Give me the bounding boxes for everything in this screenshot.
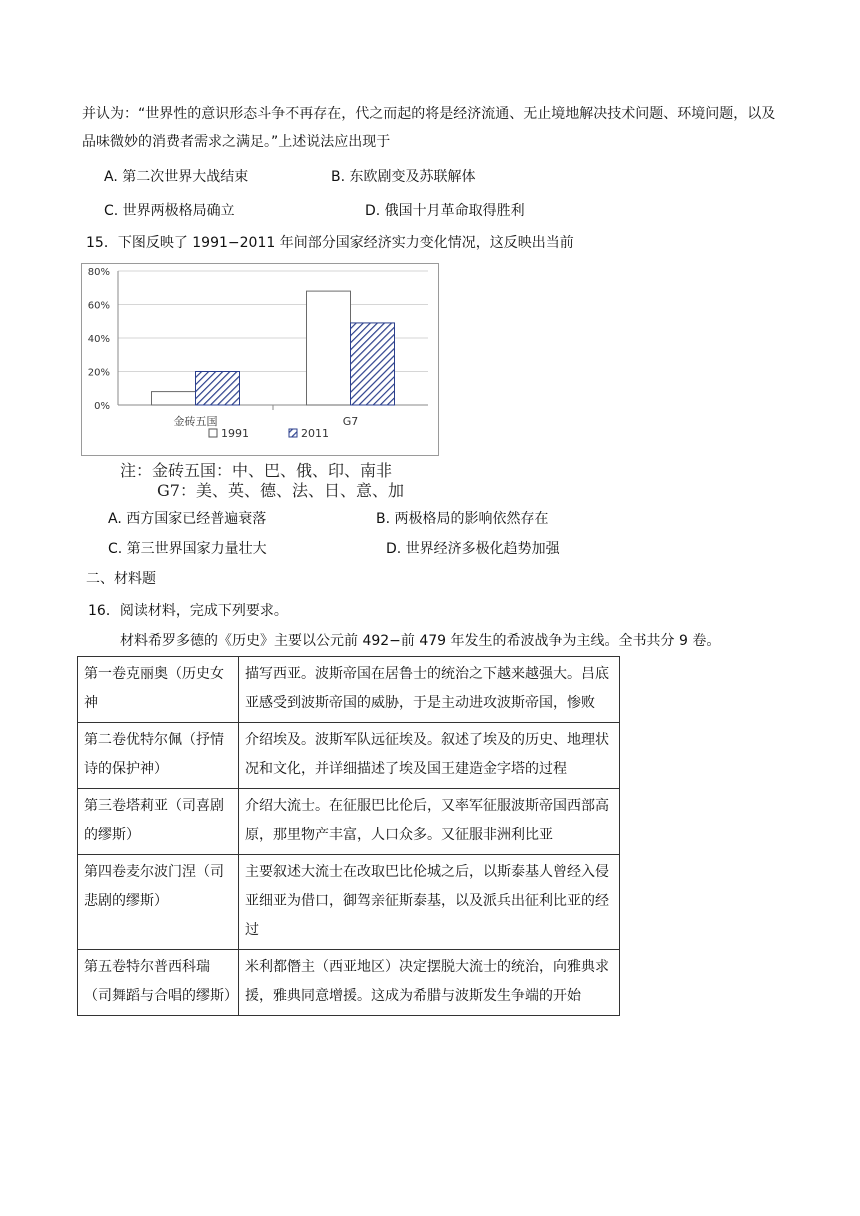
- q14-option-a: A. 第二次世界大战结束: [104, 169, 249, 185]
- q14-text: 并认为：“世界性的意识形态斗争不再存在，代之而起的将是经济流通、无止境地解决技术问题、环境问题，以及品味微妙的消费者需求之满足。”上述说法应出现于: [82, 106, 776, 150]
- q16-material: 材料希罗多德的《历史》主要以公元前 492−前 479 年发生的希波战争为主线。全书共分 9 卷。: [120, 633, 721, 649]
- y-tick-label: 40%: [87, 334, 110, 345]
- y-tick-label: 20%: [87, 367, 110, 379]
- y-tick-label: 80%: [87, 267, 110, 278]
- table-row: [78, 723, 620, 789]
- volume-desc: 介绍埃及。波斯军队远征埃及。叙述了埃及的历史、地理状况和文化，并详细描述了埃及国王建造金字塔的过程: [239, 723, 620, 789]
- section-title: 二、材料题: [86, 571, 156, 587]
- volume-name: 第四卷麦尔波门涅（司悲剧的缪斯）: [78, 855, 239, 950]
- economic-strength-bar-chart: [81, 263, 439, 456]
- q15-option-a: A. 西方国家已经普遍衰落: [108, 511, 267, 527]
- y-tick-label: 0%: [94, 401, 110, 412]
- legend-label: 2011: [301, 427, 329, 440]
- x-category-label: G7: [342, 415, 359, 428]
- q14-option-c: C. 世界两极格局确立: [104, 203, 235, 219]
- y-tick-label: 60%: [87, 300, 110, 312]
- q15-option-d: D. 世界经济多极化趋势加强: [386, 541, 560, 557]
- chart-svg: [82, 264, 438, 455]
- bar-2011-1: [351, 323, 395, 405]
- q15-text: 15．下图反映了 1991−2011 年间部分国家经济实力变化情况，这反映出当前: [86, 235, 574, 251]
- table-row: [78, 789, 620, 855]
- legend-swatch-1991: [209, 429, 217, 437]
- legend-swatch-2011: [289, 429, 297, 437]
- legend-label: 1991: [221, 427, 249, 440]
- q15-option-c: C. 第三世界国家力量壮大: [108, 541, 267, 557]
- q14-option-b: B. 东欧剧变及苏联解体: [331, 169, 476, 185]
- volume-desc: 主要叙述大流士在改取巴比伦城之后，以斯泰基人曾经入侵亚细亚为借口，御驾亲征斯泰基，以及派兵出征利比亚的经过: [239, 855, 620, 950]
- volume-desc: 描写西亚。波斯帝国在居鲁士的统治之下越来越强大。吕底亚感受到波斯帝国的威胁，于是主动进攻波斯帝国，惨败: [239, 657, 620, 723]
- chart-note-line1: 注：金砖五国：中、巴、俄、印、南非: [120, 461, 393, 480]
- volume-name: 第二卷优特尔佩（抒情诗的保护神）: [78, 723, 239, 789]
- table-row: [78, 950, 620, 1016]
- volume-name: 第五卷特尔普西科瑞（司舞蹈与合唱的缪斯）: [78, 950, 239, 1016]
- volume-desc: 米利都僭主（西亚地区）决定摆脱大流士的统治，向雅典求援，雅典同意增援。这成为希腊与波斯发生争端的开始: [239, 950, 620, 1016]
- q14-option-d: D. 俄国十月革命取得胜利: [365, 203, 525, 219]
- bar-1991-0: [152, 392, 196, 405]
- chart-note-line2: G7：美、英、德、法、日、意、加: [157, 481, 404, 500]
- volume-name: 第三卷塔莉亚（司喜剧的缪斯）: [78, 789, 239, 855]
- bar-1991-1: [307, 291, 351, 405]
- table-row: [78, 657, 620, 723]
- volume-desc: 介绍大流士。在征服巴比伦后，又率军征服波斯帝国西部高原，那里物产丰富，人口众多。又征服非洲利比亚: [239, 789, 620, 855]
- x-category-label: 金砖五国: [173, 415, 218, 428]
- table-row: [78, 855, 620, 950]
- bar-2011-0: [196, 372, 240, 406]
- q15-option-b: B. 两极格局的影响依然存在: [376, 511, 549, 527]
- q16-title: 16．阅读材料，完成下列要求。: [88, 603, 288, 619]
- volume-name: 第一卷克丽奥（历史女神: [78, 657, 239, 723]
- volumes-table: [77, 656, 620, 1016]
